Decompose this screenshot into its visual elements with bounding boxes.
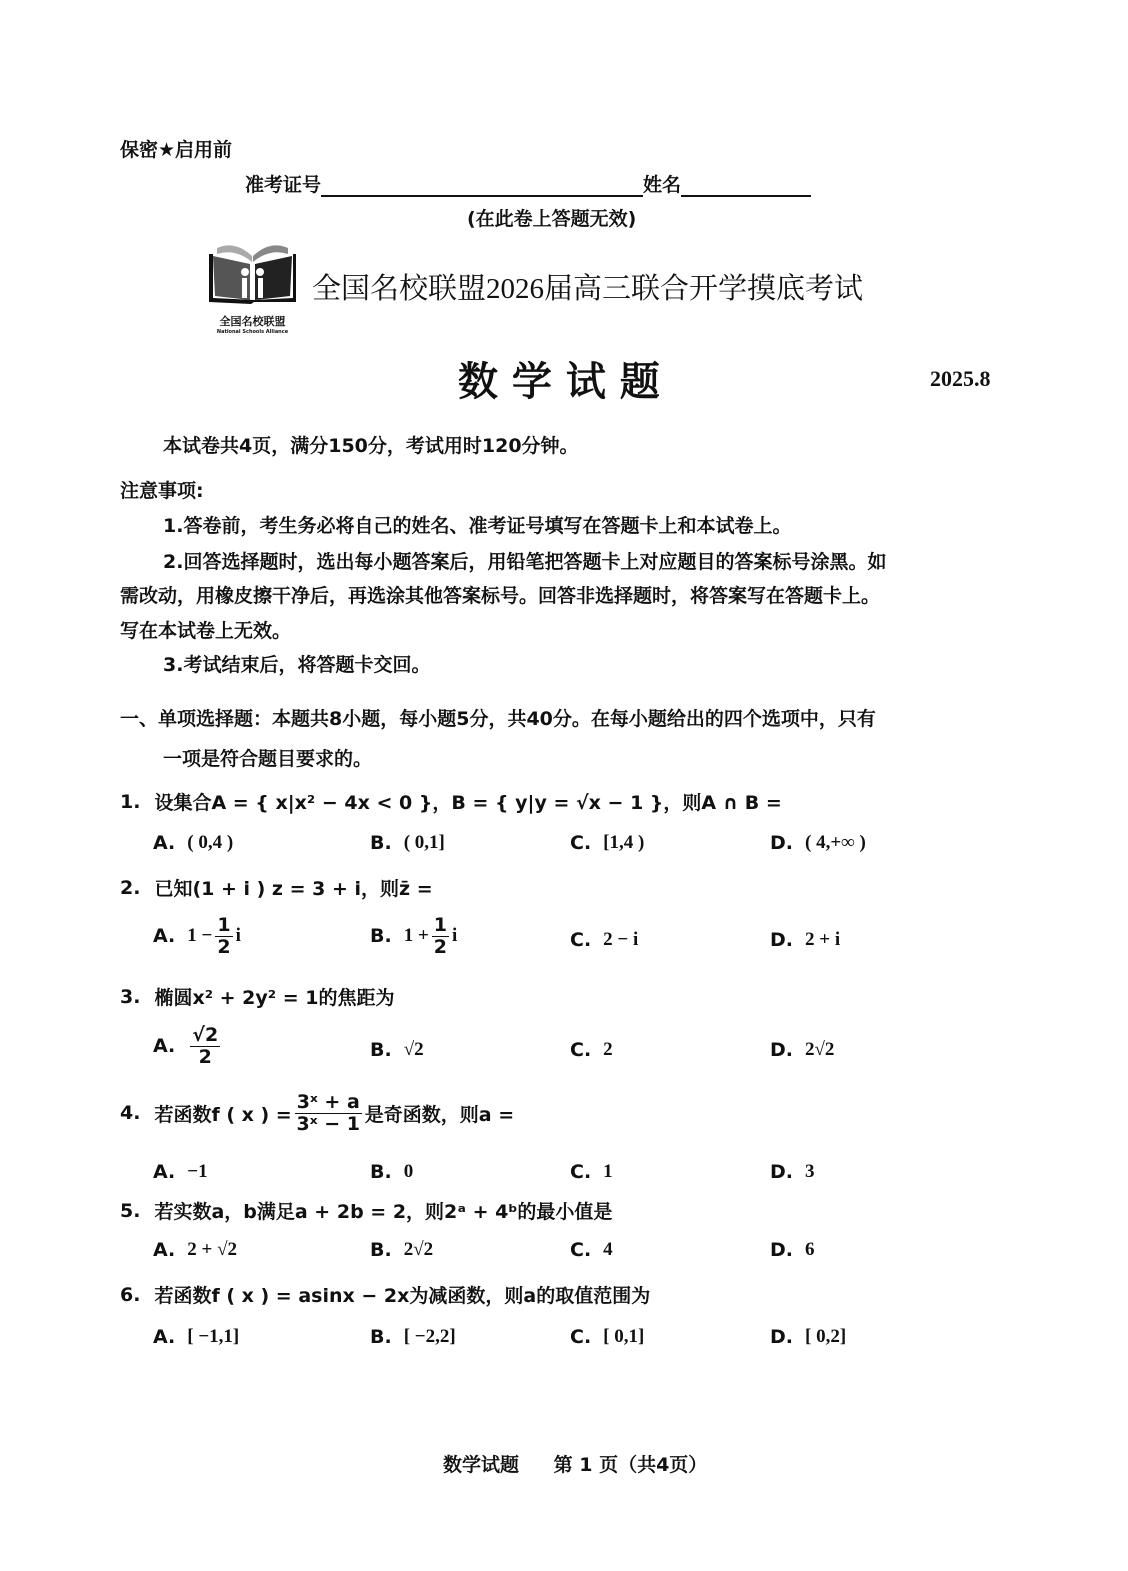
- note-item: 3.考试结束后，将答题卡交回。: [163, 654, 431, 676]
- question-text: 若函数f ( x ) =: [154, 1103, 292, 1126]
- question-text: 设集合A = { x|x² − 4x < 0 }，B = { y|y = √x − 1 }，则A ∩ B =: [154, 792, 782, 814]
- option-b: [370, 832, 445, 854]
- option-text: 6: [805, 1239, 815, 1260]
- option-a: [153, 1239, 237, 1261]
- logo-en: National Schools Alliance: [216, 329, 289, 335]
- invalid-note: (在此卷上答题无效): [467, 208, 637, 230]
- option-text: −1: [187, 1161, 208, 1182]
- option-label: C.: [570, 1239, 592, 1261]
- option-text: 2: [603, 1039, 613, 1060]
- option-text: ( 4,+∞ ): [805, 832, 866, 853]
- logo-cn: 全国名校联盟: [219, 315, 286, 328]
- option-label: C.: [570, 832, 592, 854]
- option-label: A.: [153, 832, 176, 854]
- intro-text: 本试卷共4页，满分150分，考试用时120分钟。: [163, 435, 579, 457]
- option-text: ( 0,4 ): [187, 832, 234, 853]
- name-label: 姓名: [643, 174, 682, 196]
- section-heading-cont: 一项是符合题目要求的。: [163, 748, 373, 770]
- option-text: 1 +: [403, 925, 429, 947]
- option-a: [153, 915, 241, 958]
- option-c: [570, 1326, 644, 1348]
- option-label: B.: [370, 1239, 392, 1261]
- name-field: [681, 177, 811, 197]
- fraction: [190, 1025, 220, 1068]
- question-stem: [120, 1281, 650, 1308]
- option-b: [370, 915, 457, 958]
- note-item: 需改动，用橡皮擦干净后，再选涂其他答案标号。回答非选择题时，将答案写在答题卡上。: [120, 585, 881, 607]
- question-number: 2.: [120, 876, 141, 899]
- note-item: 1.答卷前，考生务必将自己的姓名、准考证号填写在答题卡上和本试卷上。: [163, 515, 792, 537]
- denominator: 2: [198, 1045, 212, 1068]
- option-c: [570, 1161, 613, 1183]
- exam-date: 2025.8: [930, 366, 991, 391]
- option-b: [370, 1326, 456, 1348]
- option-a: [153, 1161, 208, 1183]
- option-text: i: [235, 925, 241, 947]
- candidate-info: [245, 170, 811, 197]
- question-text: 是奇函数，则a =: [364, 1103, 515, 1126]
- option-text: ( 0,1]: [403, 832, 445, 853]
- numerator: 1: [433, 914, 448, 936]
- question-text: 已知(1 + i ) z = 3 + i，则z̄ =: [154, 878, 433, 900]
- option-text: [ −2,2]: [403, 1326, 456, 1347]
- option-text: 2√2: [403, 1239, 434, 1260]
- option-b: [370, 1161, 413, 1183]
- option-label: D.: [770, 832, 793, 854]
- logo: [205, 236, 300, 336]
- footer: [443, 1450, 707, 1477]
- option-label: A.: [153, 1239, 176, 1261]
- option-text: 4: [603, 1239, 613, 1260]
- fraction: [295, 1092, 362, 1135]
- footer-page: 第 1 页（共4页）: [553, 1454, 708, 1476]
- option-label: B.: [370, 832, 392, 854]
- confidential-label: 保密★启用前: [120, 139, 233, 161]
- fraction: [432, 915, 449, 958]
- option-text: [ 0,2]: [805, 1326, 847, 1347]
- question-stem: [120, 983, 394, 1010]
- question-number: 1.: [120, 790, 141, 813]
- option-c: [570, 832, 644, 854]
- question-text: 若实数a，b满足a + 2b = 2，则2ᵃ + 4ᵇ的最小值是: [154, 1201, 613, 1223]
- option-d: [770, 1039, 834, 1061]
- exam-id-label: 准考证号: [245, 174, 322, 196]
- option-text: 2 − i: [603, 929, 639, 950]
- option-label: B.: [370, 925, 392, 948]
- numerator: 1: [217, 914, 231, 936]
- section-heading: 一、单项选择题：本题共8小题，每小题5分，共40分。在每小题给出的四个选项中，只有: [120, 708, 876, 730]
- option-label: D.: [770, 1239, 793, 1261]
- option-d: [770, 1326, 846, 1348]
- numerator: √2: [192, 1024, 219, 1046]
- option-text: 2 + i: [805, 929, 841, 950]
- option-a: [153, 832, 233, 854]
- question-text: 若函数f ( x ) = asinx − 2x为减函数，则a的取值范围为: [154, 1285, 651, 1307]
- question-number: 5.: [120, 1199, 141, 1222]
- question-stem: [120, 874, 433, 901]
- option-text: [ −1,1]: [187, 1326, 240, 1347]
- option-c: [570, 1239, 613, 1261]
- option-text: 2√2: [805, 1039, 835, 1060]
- option-label: C.: [570, 1326, 592, 1348]
- option-label: A.: [153, 1161, 176, 1183]
- option-d: [770, 929, 840, 951]
- book-logo-icon: [205, 236, 300, 306]
- option-label: A.: [153, 1035, 176, 1058]
- option-b: [370, 1039, 424, 1061]
- option-label: B.: [370, 1326, 392, 1348]
- question-number: 4.: [120, 1102, 141, 1125]
- option-label: D.: [770, 1161, 793, 1183]
- option-label: A.: [153, 1326, 176, 1348]
- option-text: 1 −: [187, 925, 213, 947]
- subject-title: 数 学 试 题: [458, 359, 660, 405]
- option-label: C.: [570, 929, 592, 951]
- option-c: [570, 929, 638, 951]
- option-label: D.: [770, 1326, 793, 1348]
- option-b: [370, 1239, 433, 1261]
- fraction: [215, 915, 232, 958]
- footer-subject: 数学试题: [443, 1454, 520, 1476]
- denominator: 3ˣ − 1: [296, 1112, 360, 1135]
- option-text: 0: [403, 1161, 414, 1182]
- denominator: 2: [217, 935, 231, 958]
- option-text: √2: [403, 1039, 424, 1060]
- option-label: D.: [770, 929, 793, 951]
- option-text: 3: [805, 1161, 815, 1182]
- option-label: B.: [370, 1039, 392, 1061]
- numerator: 3ˣ + a: [296, 1091, 360, 1113]
- note-item: 2.回答选择题时，选出每小题答案后，用铅笔把答题卡上对应题目的答案标号涂黑。如: [163, 551, 887, 573]
- question-stem: [120, 1092, 514, 1135]
- option-label: B.: [370, 1161, 392, 1183]
- option-c: [570, 1039, 613, 1061]
- option-d: [770, 1161, 815, 1183]
- question-number: 6.: [120, 1283, 141, 1306]
- option-text: 1: [603, 1161, 613, 1182]
- option-text: i: [452, 925, 458, 947]
- option-d: [770, 1239, 815, 1261]
- option-d: [770, 832, 866, 854]
- question-number: 3.: [120, 985, 141, 1008]
- notes-heading: 注意事项:: [120, 480, 204, 502]
- option-label: A.: [153, 925, 176, 948]
- note-item: 写在本试卷上无效。: [120, 620, 292, 642]
- exam-title: 全国名校联盟2026届高三联合开学摸底考试: [312, 273, 864, 305]
- question-text: 椭圆x² + 2y² = 1的焦距为: [154, 987, 395, 1009]
- option-a: [153, 1326, 239, 1348]
- option-a: [153, 1025, 223, 1068]
- denominator: 2: [433, 935, 448, 958]
- option-text: 2 + √2: [187, 1239, 238, 1260]
- question-stem: [120, 1197, 612, 1224]
- option-label: D.: [770, 1039, 793, 1061]
- option-label: C.: [570, 1161, 592, 1183]
- option-text: [1,4 ): [603, 832, 645, 853]
- exam-id-field: [321, 177, 643, 197]
- option-text: [ 0,1]: [603, 1326, 645, 1347]
- question-stem: [120, 788, 782, 815]
- option-label: C.: [570, 1039, 592, 1061]
